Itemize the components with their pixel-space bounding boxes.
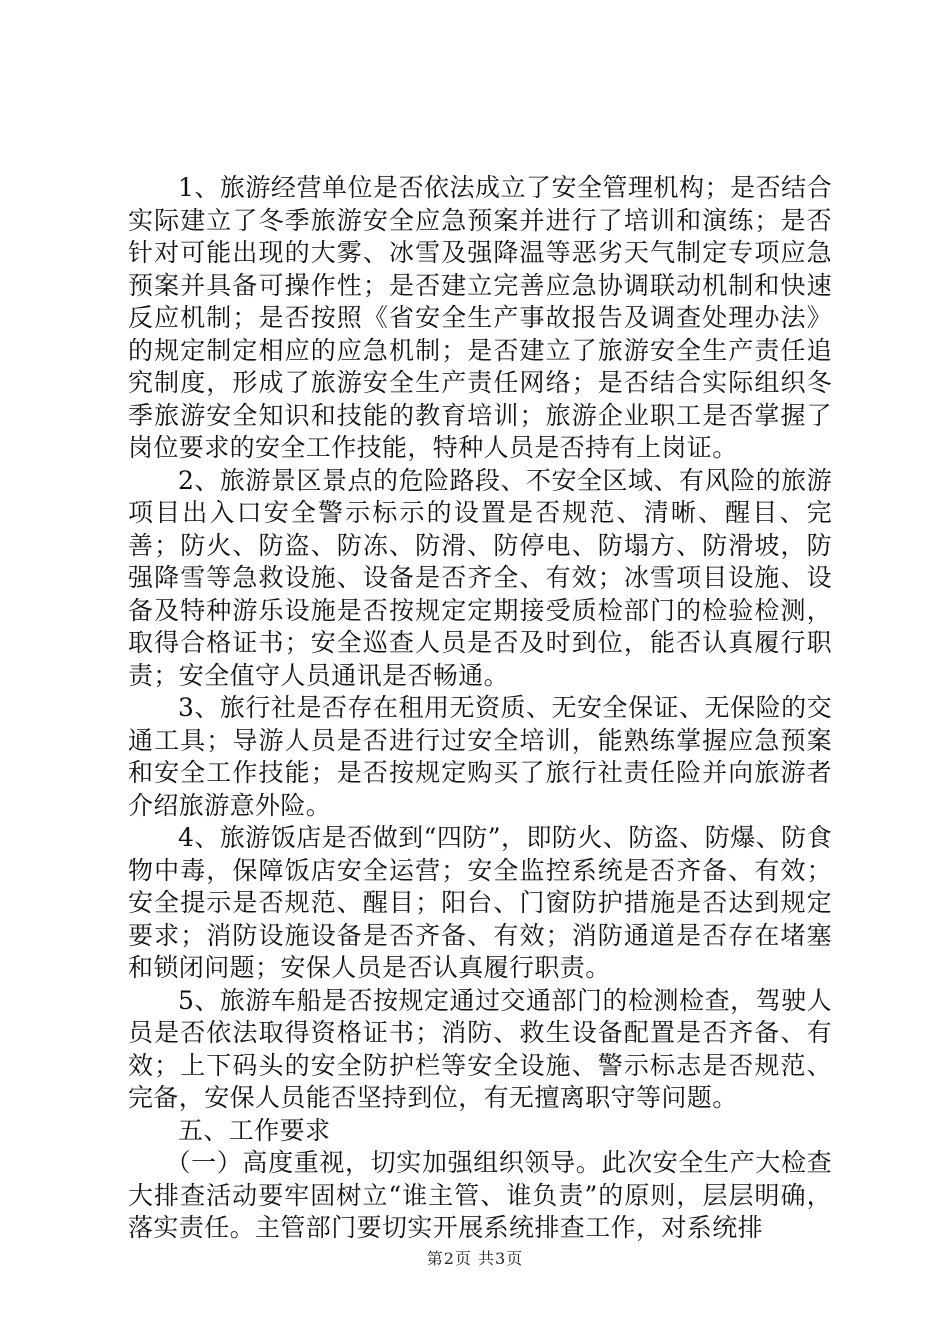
paragraph-item-1: 1、旅游经营单位是否依法成立了安全管理机构；是否结合实际建立了冬季旅游安全应急预案并进行了培训和演练；是否针对可能出现的大雾、冰雪及强降温等恶劣天气制定专项应急预案并具备可操作性；是否建立完善应急协调联动机制和快速反应机制；是否按照《省安全生产事故报告及调查处理办法》的规定制定相应的应急机制；是否建立了旅游安全生产责任追究制度，形成了旅游安全生产责任网络；是否结合实际组织冬季旅游安全知识和技能的教育培训；旅游企业职工是否掌握了岗位要求的安全工作技能，特种人员是否持有上岗证。 [128, 173, 832, 462]
paragraph-item-4: 4、旅游饭店是否做到“四防”，即防火、防盗、防爆、防食物中毒，保障饭店安全运营；安全监控系统是否齐备、有效；安全提示是否规范、醒目；阳台、门窗防护措施是否达到规定要求；消防设施设备是否齐备、有效；消防通道是否存在堵塞和锁闭问题；安保人员是否认真履行职责。 [128, 823, 832, 982]
page-number-footer: 第2页 共3页 [426, 1249, 524, 1268]
section-heading: 五、工作要求 [178, 1115, 331, 1145]
paragraph-item-5: 5、旅游车船是否按规定通过交通部门的检测检查，驾驶人员是否依法取得资格证书；消防、救生设备配置是否齐备、有效；上下码头的安全防护栏等安全设施、警示标志是否规范、完备，安保人员能否坚持到位，有无擅离职守等问题。 [128, 985, 832, 1112]
paragraph-item-2: 2、旅游景区景点的危险路段、不安全区域、有风险的旅游项目出入口安全警示标示的设置是否规范、清晰、醒目、完善；防火、防盗、防冻、防滑、防停电、防塌方、防滑坡，防强降雪等急救设施、设备是否齐全、有效；冰雪项目设施、设备及特种游乐设施是否按规定定期接受质检部门的检验检测，取得合格证书；安全巡查人员是否及时到位，能否认真履行职责；安全值守人员通讯是否畅通。 [128, 465, 832, 690]
paragraph-item-3: 3、旅行社是否存在租用无资质、无安全保证、无保险的交通工具；导游人员是否进行过安全培训，能熟练掌握应急预案和安全工作技能；是否按规定购买了旅行社责任险并向旅游者介绍旅游意外险。 [128, 693, 832, 820]
sub-paragraph: （一）高度重视，切实加强组织领导。此次安全生产大检查大排查活动要牢固树立“谁主管、谁负责”的原则，层层明确，落实责任。主管部门要切实开展系统排查工作，对系统排 [128, 1148, 832, 1242]
document-body [128, 172, 832, 1245]
